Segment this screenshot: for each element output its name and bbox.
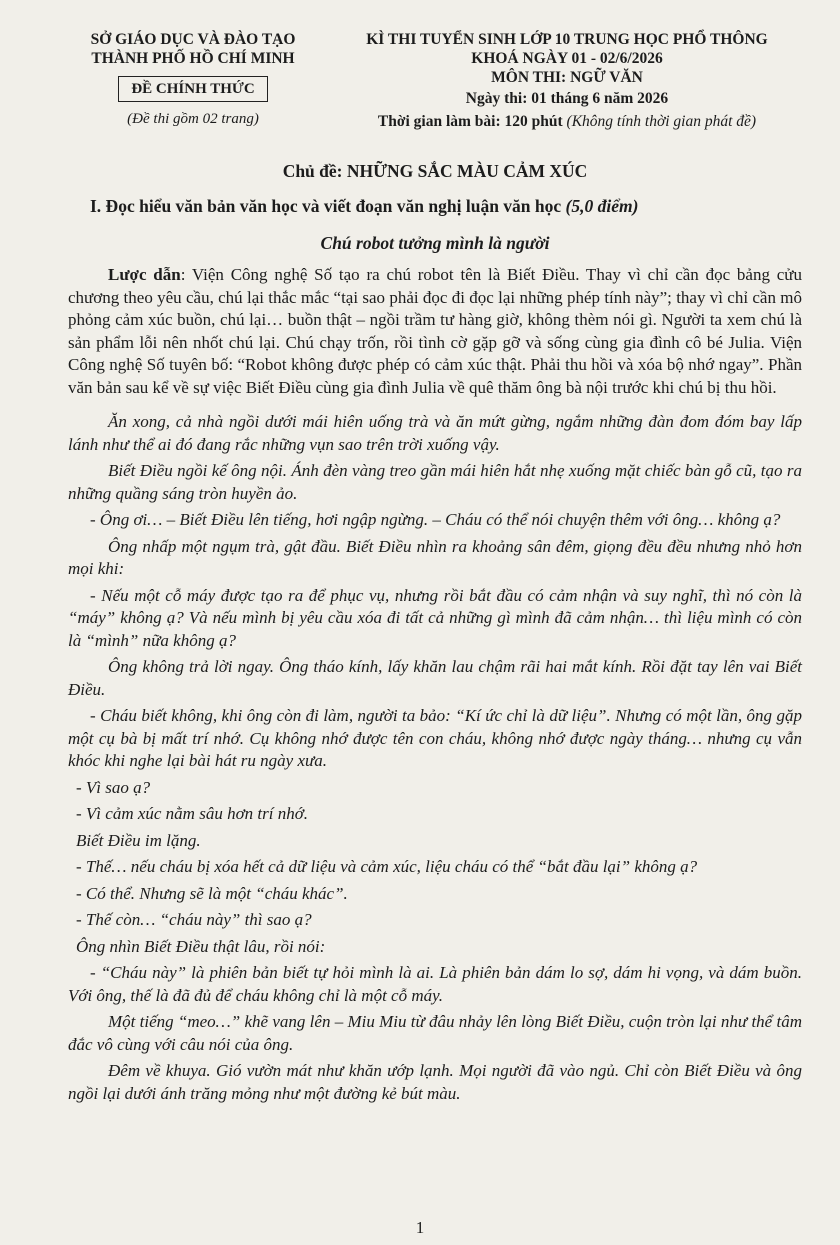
dialogue-line: - Thế… nếu cháu bị xóa hết cả dữ liệu và cảm xúc, liệu cháu có thể “bắt đầu lại” không ạ? <box>76 857 698 876</box>
section-points: (5,0 điểm) <box>565 196 639 216</box>
time-note: (Không tính thời gian phát đề) <box>566 113 757 130</box>
dialogue-line: - Vì cảm xúc nằm sâu hơn trí nhớ. <box>76 804 309 823</box>
official-badge: ĐỀ CHÍNH THỨC <box>118 76 267 102</box>
dialogue-line: - Có thể. Nhưng sẽ là một “cháu khác”. <box>76 883 348 903</box>
time-label: Thời gian làm bài: 120 phút <box>377 113 563 130</box>
story-paragraph: Biết Điều im lặng. <box>76 830 201 850</box>
story-paragraph: Ông nhấp một ngụm trà, gật đầu. Biết Điều nhìn ra khoảng sân đêm, giọng đều đều nhưng nhỏ hơn mọi khi: <box>68 536 802 578</box>
exam-date: Ngày thi: 01 tháng 6 năm 2026 <box>465 90 669 107</box>
dialogue-line: - Cháu biết không, khi ông còn đi làm, người ta bảo: “Kí ức chỉ là dữ liệu”. Nhưng có một lần, ông gặp một cụ bà bị mất trí nhớ. Cụ không nhớ được tên con cháu, không nhớ được ngày tháng… nhưng cụ vẫn khóc khi nghe lại bài hát ru ngày xưa. <box>68 706 802 770</box>
city-name: THÀNH PHỐ HỒ CHÍ MINH <box>91 50 295 67</box>
story-title: Chú robot tưởng mình là người <box>320 233 550 253</box>
story-paragraph: Ăn xong, cả nhà ngồi dưới mái hiên uống trà và ăn mứt gừng, ngắm những đàn đom đóm bay lấp lánh như thể ai đó đang rắc những vụn sao trên trời xuống vậy. <box>68 412 802 454</box>
page-number: 1 <box>415 1218 425 1237</box>
topic-heading: Chủ đề: NHỮNG SẮC MÀU CẢM XÚC <box>282 161 588 181</box>
exam-subject: MÔN THI: NGỮ VĂN <box>491 69 643 86</box>
dialogue-line: - Thế còn… “cháu này” thì sao ạ? <box>76 910 312 929</box>
summary-label: Lược dẫn <box>108 265 181 284</box>
story-paragraph: Biết Điều ngồi kế ông nội. Ánh đèn vàng treo gần mái hiên hắt nhẹ xuống mặt chiếc bàn gỗ cũ, tạo ra những quầng sáng tròn huyền ảo. <box>68 461 802 503</box>
dialogue-line: - Ông ơi… – Biết Điều lên tiếng, hơi ngập ngừng. – Cháu có thể nói chuyện thêm với ông… không ạ? <box>90 510 781 529</box>
story-paragraph: Một tiếng “meo…” khẽ vang lên – Miu Miu từ đâu nhảy lên lòng Biết Điều, cuộn tròn lại như thể tâm đắc vô cùng với câu nói của ông. <box>68 1012 802 1054</box>
exam-info-block <box>332 30 802 131</box>
exam-header <box>68 30 802 131</box>
exam-session: KHOÁ NGÀY 01 - 02/6/2026 <box>471 50 663 67</box>
section-heading <box>68 196 802 217</box>
section-title: I. Đọc hiểu văn bản văn học và viết đoạn văn nghị luận văn học <box>90 196 562 216</box>
dialogue-line: - “Cháu này” là phiên bản biết tự hỏi mình là ai. Là phiên bản dám lo sợ, dám hi vọng, và dám buồn. Với ông, thế là đã đủ để cháu không chỉ là một cỗ máy. <box>68 963 802 1005</box>
summary-paragraph <box>68 264 802 399</box>
summary-text: : Viện Công nghệ Số tạo ra chú robot tên là Biết Điều. Thay vì chỉ cần đọc bảng cửu chương theo yêu cầu, chú lại thắc mắc “tại sao phải đọc đi đọc lại những phép tính này”; thay vì chỉ cần mô phỏng cảm xúc buồn, chú lại… buồn thật – ngồi trầm tư hàng giờ, không thèm nói gì. Người ta xem chú là sản phẩm lỗi nên nhốt chú lại. Chú chạy trốn, rồi tình cờ gặp gỡ và sống cùng gia đình cô bé Julia. Viện Công nghệ Số tuyên bố: “Robot không được phép có cảm xúc thật. Phải thu hồi và xóa bộ nhớ ngay”. Phần văn bản sau kể về sự việc Biết Điều cùng gia đình Julia về quê thăm ông bà nội trước khi chú bị thu hồi. <box>68 265 802 397</box>
exam-name: KÌ THI TUYỂN SINH LỚP 10 TRUNG HỌC PHỔ THÔNG <box>366 31 768 48</box>
exam-duration <box>332 112 802 131</box>
department-name: SỞ GIÁO DỤC VÀ ĐÀO TẠO <box>90 31 296 48</box>
dialogue-line: - Nếu một cỗ máy được tạo ra để phục vụ, nhưng rồi bắt đầu có cảm nhận và suy nghĩ, thì nó còn là “máy” không ạ? Và nếu mình bị yêu cầu xóa đi tất cả những gì mình đã cảm nhận… thì liệu mình có còn là “mình” nữa không ạ? <box>68 585 802 650</box>
story-paragraph: Ông nhìn Biết Điều thật lâu, rồi nói: <box>76 936 326 956</box>
issuer-block <box>68 30 318 131</box>
story-paragraph: Ông không trả lời ngay. Ông tháo kính, lấy khăn lau chậm rãi hai mắt kính. Rồi đặt tay lên vai Biết Điều. <box>68 657 802 699</box>
story-paragraph: Đêm về khuya. Gió vườn mát như khăn ướp lạnh. Mọi người đã vào ngủ. Chỉ còn Biết Điều và ông ngồi lại dưới ánh trăng mỏng như một đường kẻ bút màu. <box>68 1061 802 1103</box>
pages-note: (Đề thi gồm 02 trang) <box>127 111 259 127</box>
story-text <box>68 411 802 1105</box>
dialogue-line: - Vì sao ạ? <box>76 777 151 797</box>
